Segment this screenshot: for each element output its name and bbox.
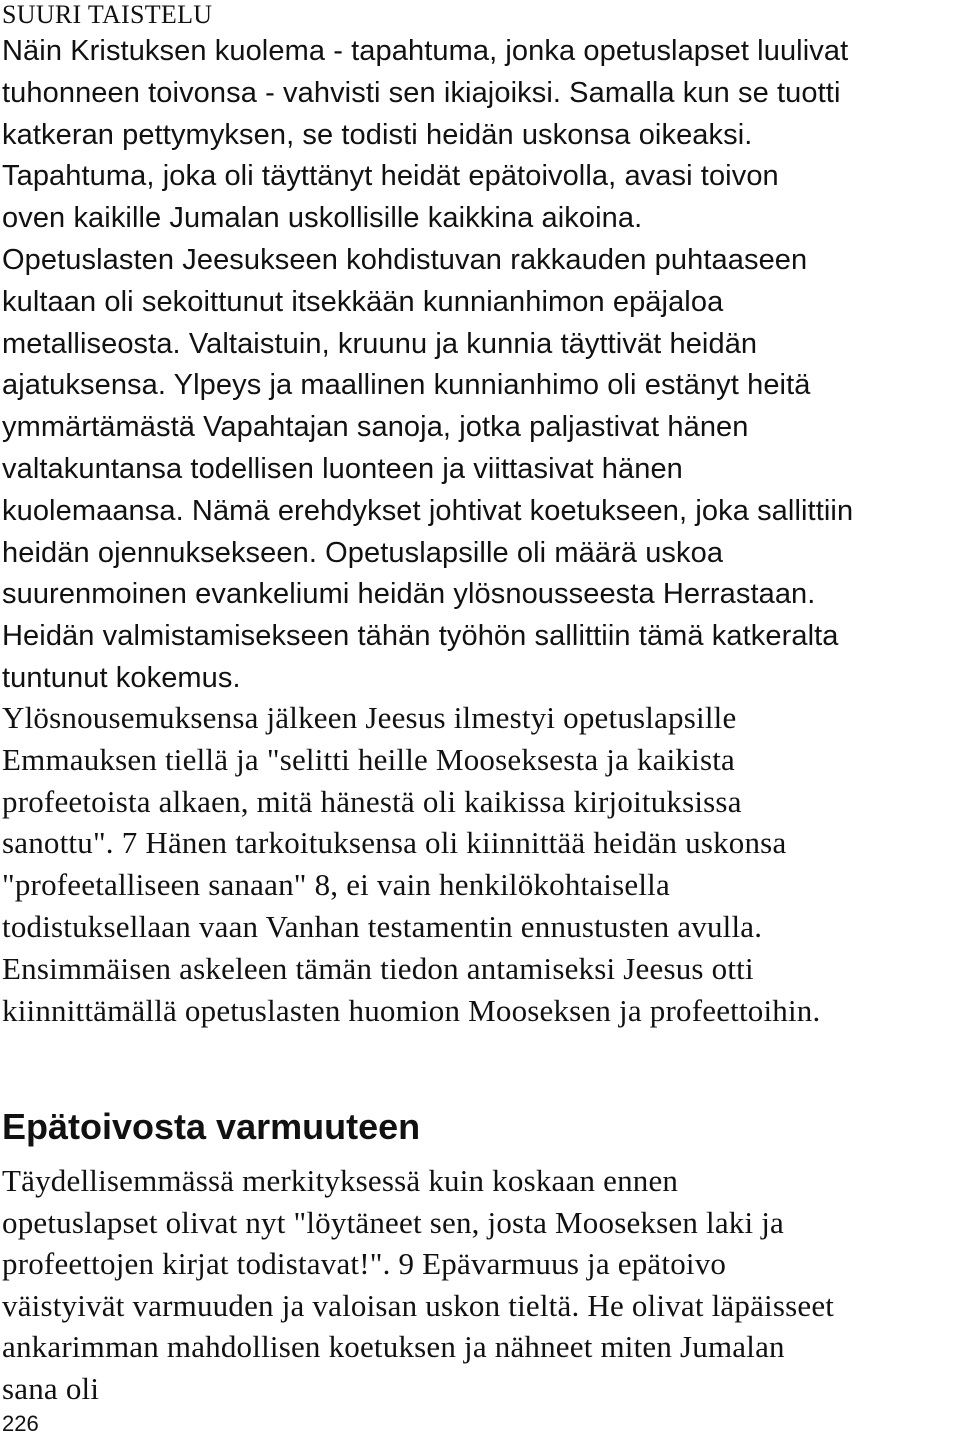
- text-line: Ensimmäisen askeleen tämän tiedon antamiseksi Jeesus otti: [2, 950, 754, 986]
- section-paragraph: [2, 1160, 960, 1410]
- text-line: Tapahtuma, joka oli täyttänyt heidät epätoivolla, avasi toivon: [2, 160, 779, 193]
- text-line: Emmauksen tiellä ja "selitti heille Mooseksesta ja kaikista: [2, 741, 735, 777]
- text-line: valtakuntansa todellisen luonteen ja viittasivat hänen: [2, 452, 683, 485]
- text-line: tuntunut kokemus.: [2, 661, 241, 694]
- text-line: Ylösnousemuksensa jälkeen Jeesus ilmestyi opetuslapsille: [2, 700, 737, 735]
- page-number: 226: [2, 1411, 39, 1436]
- text-line: oven kaikille Jumalan uskollisille kaikkina aikoina.: [2, 202, 643, 235]
- section-heading: Epätoivosta varmuuteen: [2, 1106, 421, 1147]
- text-line: metalliseosta. Valtaistuin, kruunu ja kunnia täyttivät heidän: [2, 327, 758, 360]
- text-line: "profeetalliseen sanaan" 8, ei vain henkilökohtaisella: [2, 867, 670, 903]
- text-line: väistyivät varmuuden ja valoisan uskon tieltä. He olivat läpäisseet: [2, 1287, 835, 1323]
- text-line: Opetuslasten Jeesukseen kohdistuvan rakkauden puhtaaseen: [2, 243, 808, 276]
- text-line: tuhonneen toivonsa - vahvisti sen ikiajoiksi. Samalla kun se tuotti: [2, 76, 841, 109]
- text-line: heidän ojennuksekseen. Opetuslapsille oli määrä uskoa: [2, 536, 724, 569]
- paragraph-2: [2, 697, 960, 1031]
- text-line: ajatuksensa. Ylpeys ja maallinen kunnianhimo oli estänyt heitä: [2, 369, 811, 402]
- text-line: opetuslapset olivat nyt "löytäneet sen, josta Mooseksen laki ja: [2, 1204, 785, 1240]
- text-line: kiinnittämällä opetuslasten huomion Mooseksen ja profeettoihin.: [2, 992, 821, 1028]
- text-line: todistuksellaan vaan Vanhan testamentin ennustusten avulla.: [2, 908, 763, 944]
- text-line: sanottu". 7 Hänen tarkoituksensa oli kiinnittää heidän uskonsa: [2, 825, 787, 861]
- text-line: Täydellisemmässä merkityksessä kuin koskaan ennen: [2, 1163, 679, 1198]
- text-line: suurenmoinen evankeliumi heidän ylösnousseesta Herrastaan.: [2, 578, 816, 611]
- text-line: Näin Kristuksen kuolema - tapahtuma, jonka opetuslapset luulivat: [2, 35, 849, 67]
- text-line: profeetoista alkaen, mitä hänestä oli kaikissa kirjoituksissa: [2, 783, 742, 819]
- text-line: sana oli: [2, 1370, 100, 1406]
- text-line: ankarimman mahdollisen koetuksen ja nähneet miten Jumalan: [2, 1329, 785, 1365]
- text-line: Heidän valmistamisekseen tähän työhön sallittiin tämä katkeralta: [2, 620, 839, 653]
- paragraph-1: [2, 31, 960, 700]
- text-line: profeettojen kirjat todistavat!". 9 Epävarmuus ja epätoivo: [2, 1246, 727, 1282]
- running-header: SUURI TAISTELU: [2, 0, 213, 29]
- text-line: kultaan oli sekoittunut itsekkään kunnianhimon epäjaloa: [2, 285, 724, 318]
- text-line: ymmärtämästä Vapahtajan sanoja, jotka paljastivat hänen: [2, 411, 749, 444]
- text-line: kuolemaansa. Nämä erehdykset johtivat koetukseen, joka sallittiin: [2, 494, 854, 527]
- text-line: katkeran pettymyksen, se todisti heidän uskonsa oikeaksi.: [2, 118, 753, 151]
